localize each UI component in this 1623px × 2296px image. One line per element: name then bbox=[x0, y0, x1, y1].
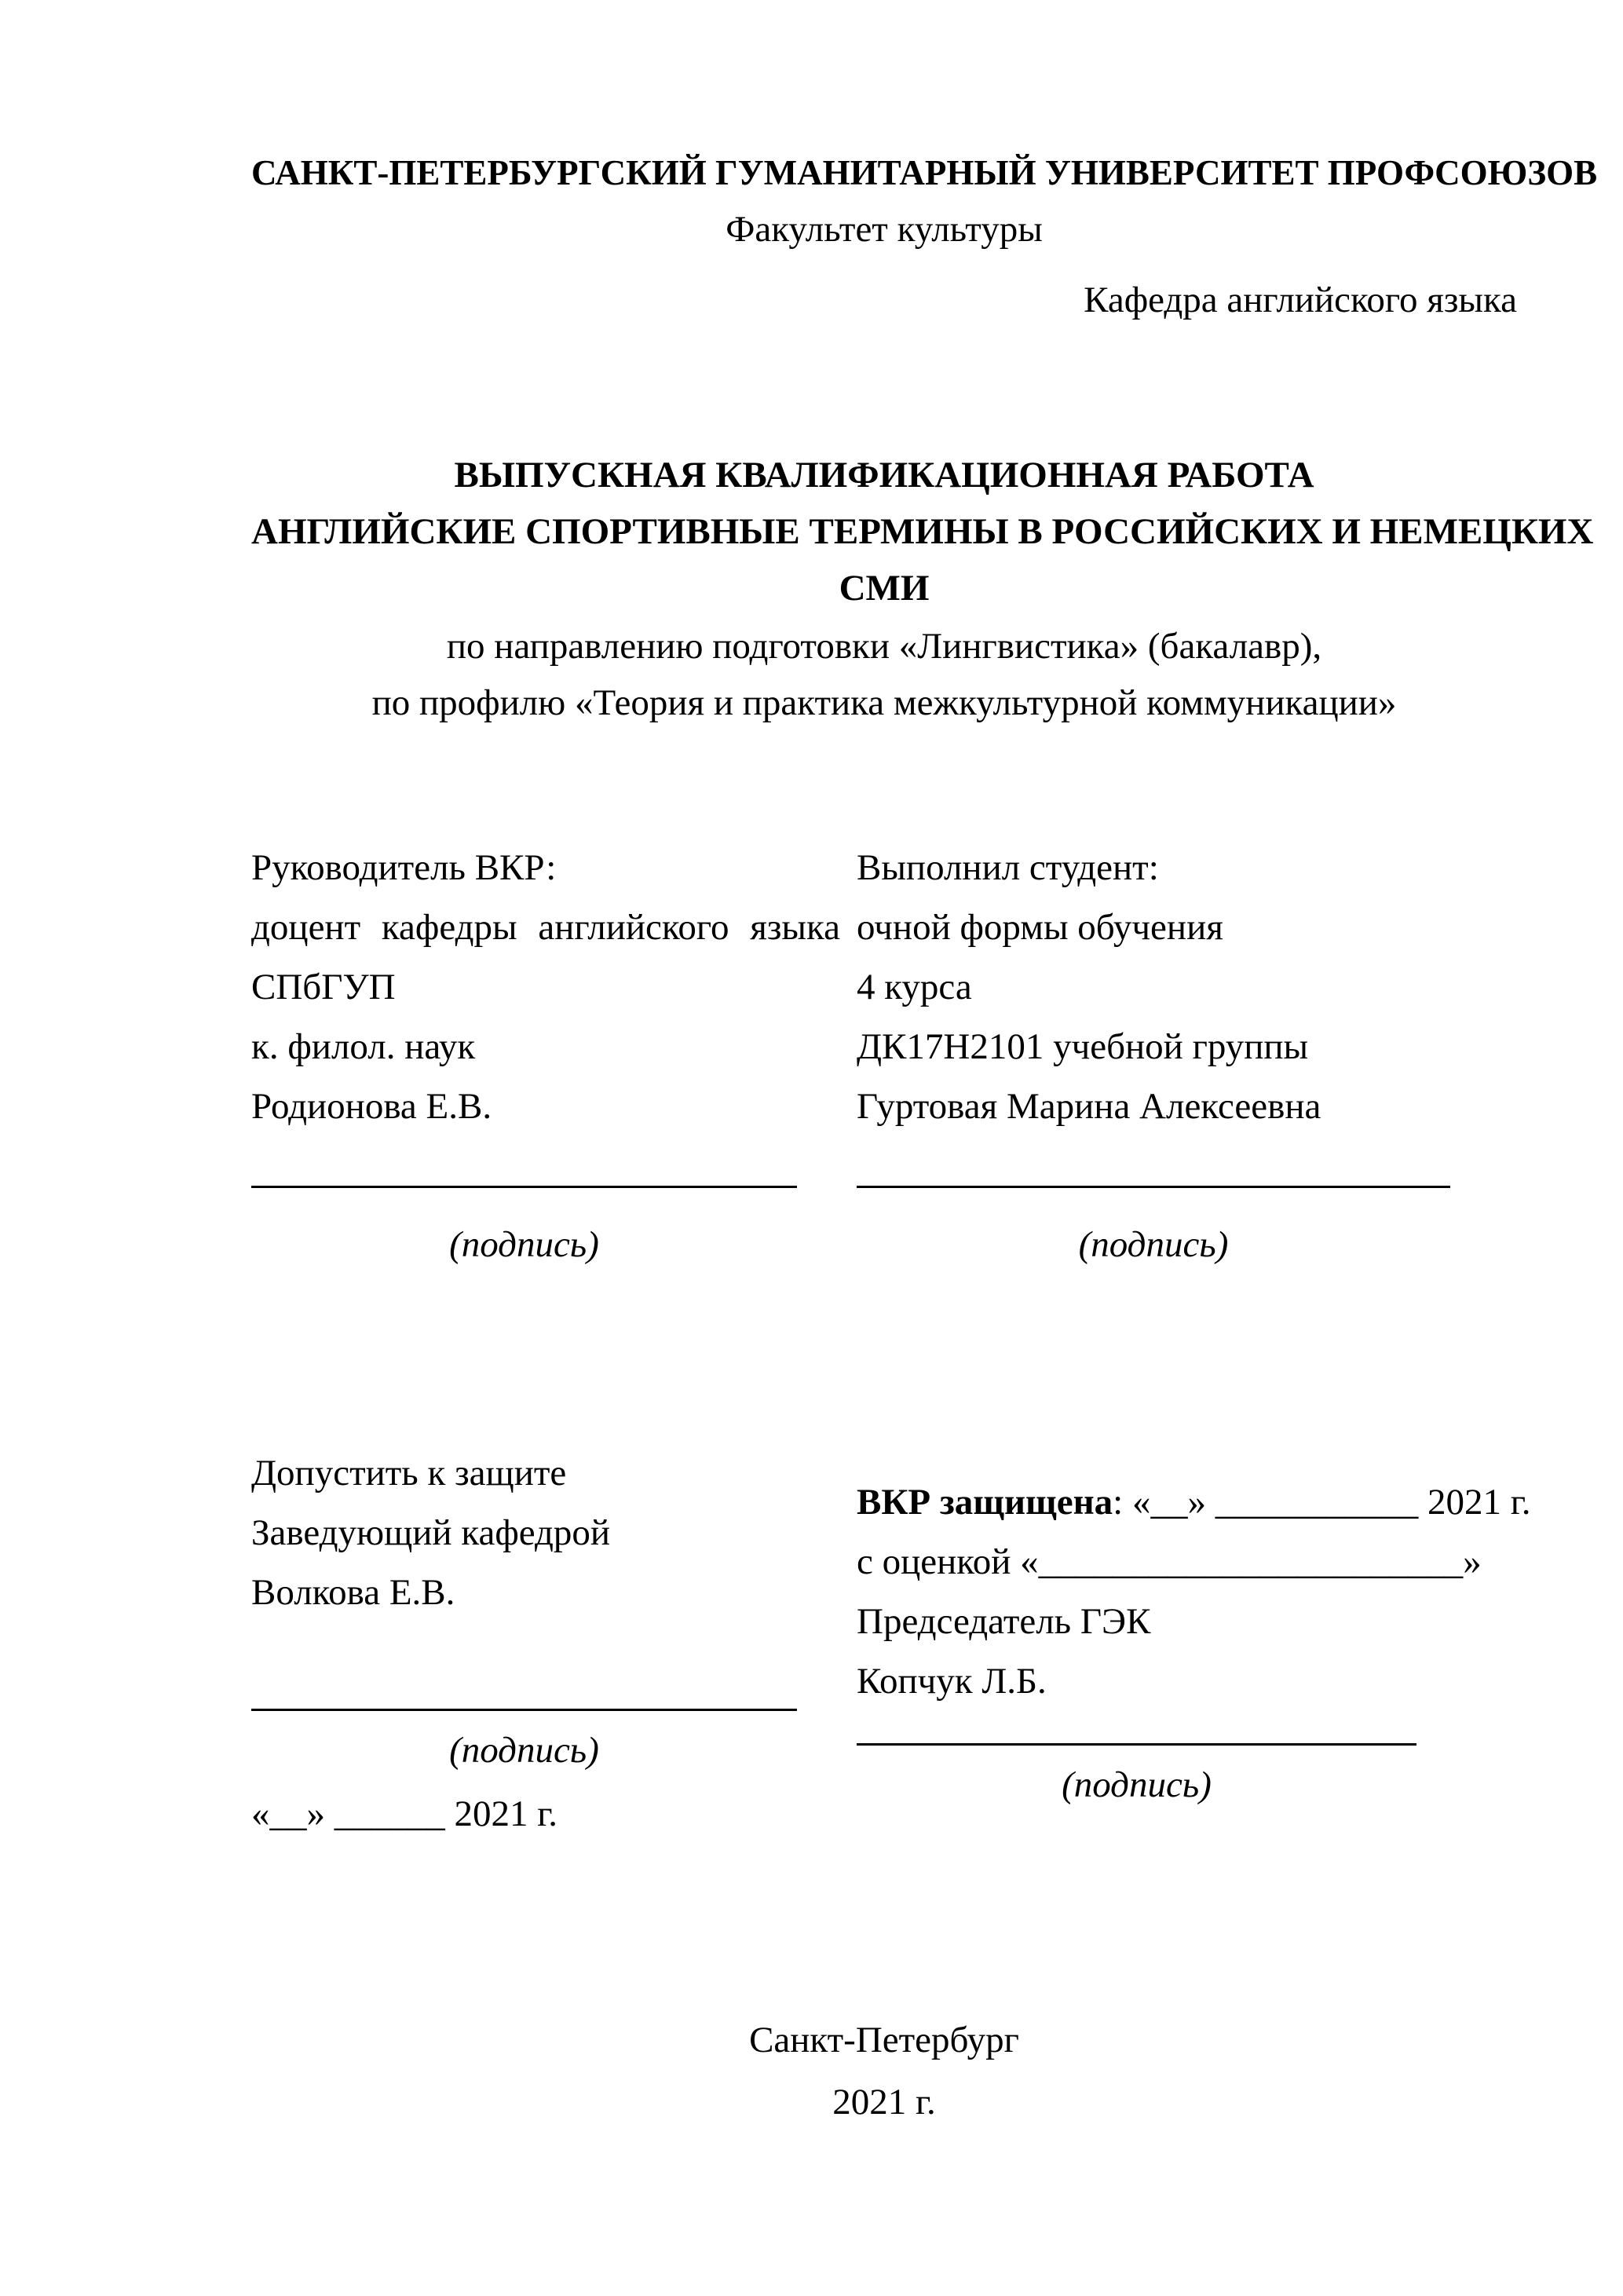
faculty-name: Факультет культуры bbox=[726, 209, 1043, 250]
admission-date-line: «__» ______ 2021 г. bbox=[251, 1793, 557, 1834]
program-direction: по направлению подготовки «Лингвистика» (бакалавр), bbox=[446, 626, 1322, 667]
supervisor-position-line2: СПбГУП bbox=[251, 967, 396, 1007]
gek-chair-title: Председатель ГЭК bbox=[857, 1601, 1151, 1642]
approval-section bbox=[251, 1443, 1531, 1844]
defense-grade-line: с оценкой «_______________________» bbox=[857, 1541, 1482, 1582]
work-type-heading: ВЫПУСКНАЯ КВАЛИФИКАЦИОННАЯ РАБОТА bbox=[454, 455, 1314, 495]
supervisor-name: Родионова Е.В. bbox=[251, 1086, 492, 1127]
thesis-title-line2: СМИ bbox=[839, 568, 930, 609]
supervisor-position-line1: доцент кафедры английского языка bbox=[251, 907, 840, 948]
defense-block bbox=[857, 1443, 1531, 1844]
student-block bbox=[857, 838, 1517, 1274]
university-name: САНКТ-ПЕТЕРБУРГСКИЙ ГУМАНИТАРНЫЙ УНИВЕРСИТЕТ ПРОФСОЮЗОВ bbox=[251, 153, 1598, 192]
defense-status-line bbox=[857, 1472, 1531, 1532]
defense-status-label: ВКР защищена bbox=[857, 1482, 1113, 1523]
footer-year: 2021 г. bbox=[832, 2082, 936, 2122]
footer-city: Санкт-Петербург bbox=[749, 2020, 1019, 2060]
student-name: Гуртовая Марина Алексеевна bbox=[857, 1086, 1321, 1127]
program-profile: по профилю «Теория и практика межкультурной коммуникации» bbox=[371, 682, 1397, 723]
head-of-department-name: Волкова Е.В. bbox=[251, 1572, 455, 1613]
student-label: Выполнил студент: bbox=[857, 847, 1159, 888]
defense-signature-line bbox=[857, 1743, 1416, 1746]
admission-signature-caption: (подпись) bbox=[449, 1730, 599, 1771]
admission-block bbox=[251, 1443, 840, 1844]
head-of-department-title: Заведующий кафедрой bbox=[251, 1512, 611, 1553]
admission-note: Допустить к защите bbox=[251, 1453, 567, 1493]
people-section bbox=[251, 838, 1517, 1274]
student-signature-caption: (подпись) bbox=[1078, 1224, 1229, 1265]
defense-signature-caption: (подпись) bbox=[1062, 1764, 1212, 1805]
supervisor-label: Руководитель ВКР: bbox=[251, 847, 557, 888]
defense-status-rest: : «__» ___________ 2021 г. bbox=[1113, 1482, 1531, 1523]
student-study-form: очной формы обучения bbox=[857, 907, 1223, 948]
footer bbox=[251, 2010, 1517, 2132]
gek-chair-name: Копчук Л.Б. bbox=[857, 1661, 1047, 1702]
student-course: 4 курса bbox=[857, 967, 972, 1007]
supervisor-signature-line bbox=[251, 1186, 797, 1188]
supervisor-signature-caption: (подпись) bbox=[449, 1224, 599, 1265]
supervisor-degree: к. филол. наук bbox=[251, 1026, 476, 1067]
supervisor-block bbox=[251, 838, 840, 1274]
department-name: Кафедра английского языка bbox=[1084, 280, 1517, 320]
student-group: ДК17Н2101 учебной группы bbox=[857, 1026, 1309, 1067]
student-signature-line bbox=[857, 1186, 1450, 1188]
title-block bbox=[251, 447, 1594, 731]
thesis-title-line1: АНГЛИЙСКИЕ СПОРТИВНЫЕ ТЕРМИНЫ В РОССИЙСКИХ И НЕМЕЦКИХ bbox=[251, 511, 1594, 552]
admission-signature-line bbox=[251, 1709, 797, 1711]
